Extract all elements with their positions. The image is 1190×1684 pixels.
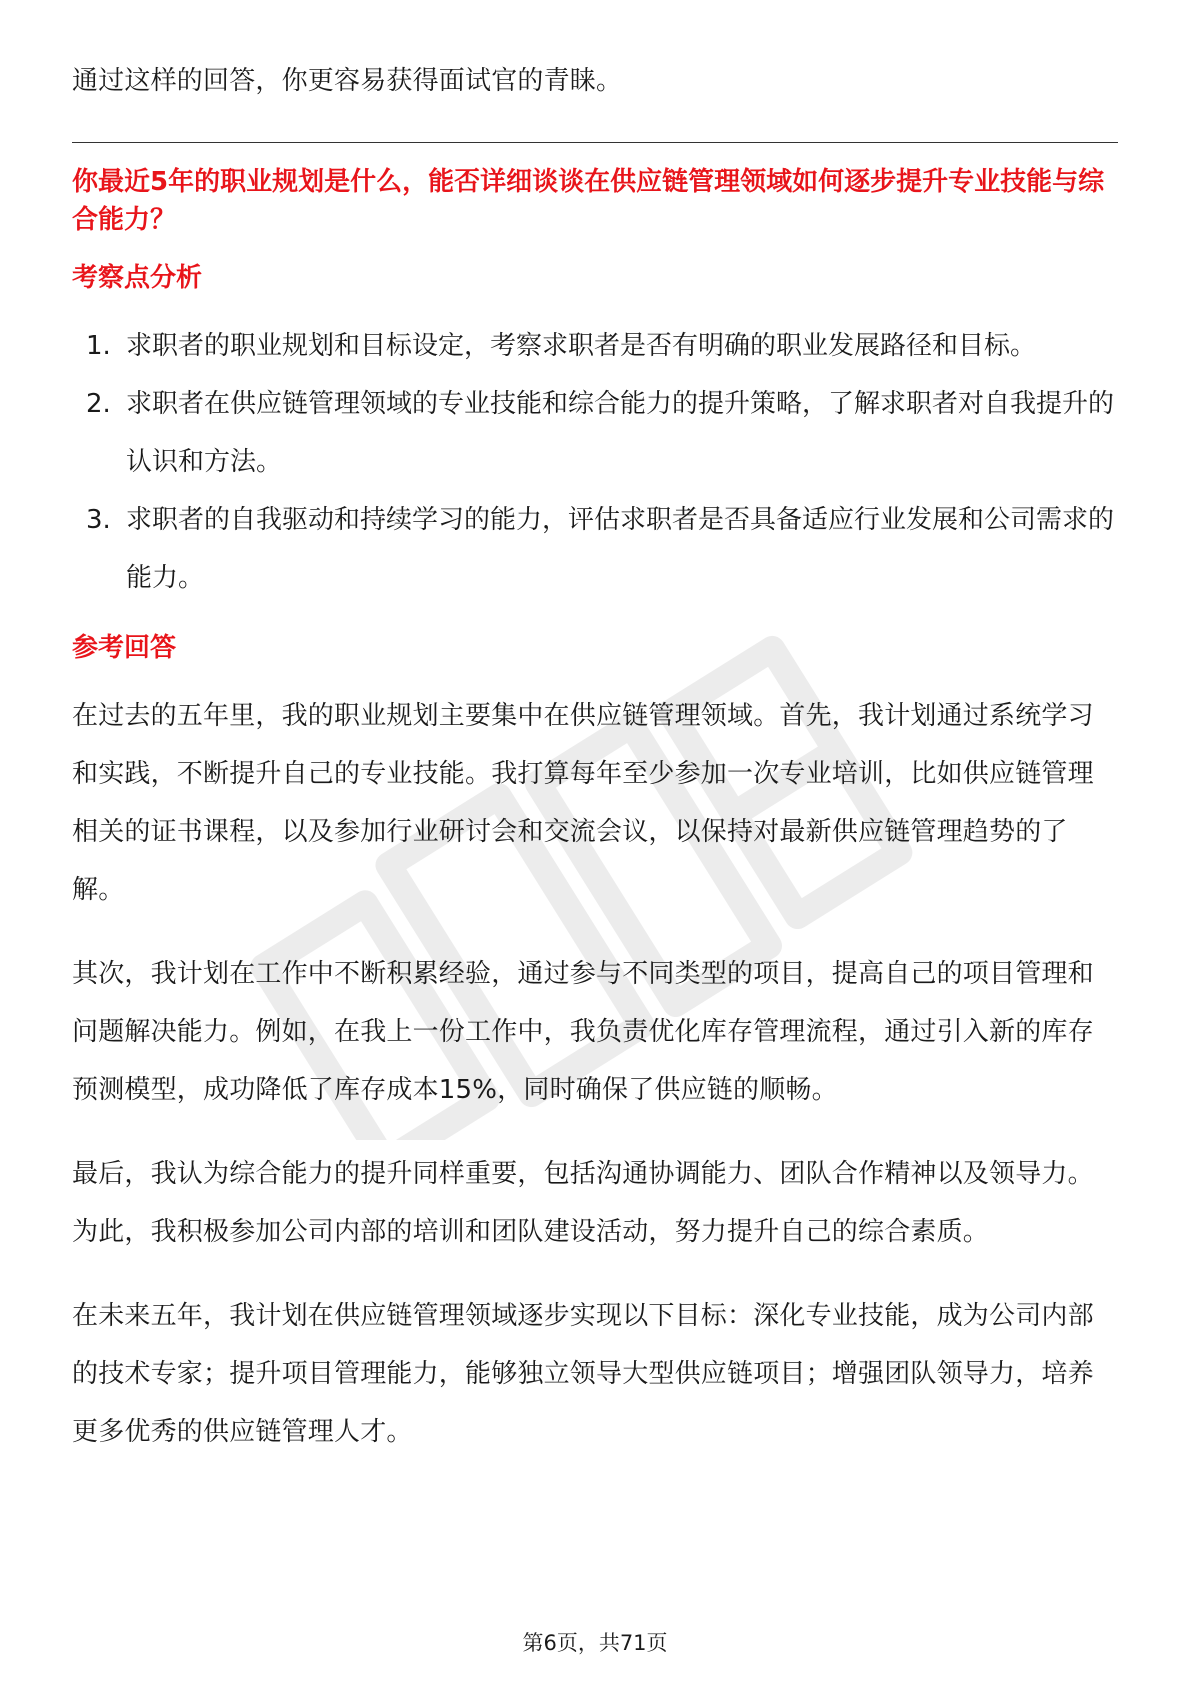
- point-text: 求职者的自我驱动和持续学习的能力，评估求职者是否具备适应行业发展和公司需求的能力。: [126, 505, 1115, 593]
- analysis-title: 考察点分析: [72, 263, 203, 293]
- point-text: 求职者在供应链管理领域的专业技能和综合能力的提升策略，了解求职者对自我提升的认识和方法。: [126, 389, 1115, 477]
- answer-paragraph: 其次，我计划在工作中不断积累经验，通过参与不同类型的项目，提高自己的项目管理和问题解决能力。例如，在我上一份工作中，我负责优化库存管理流程，通过引入新的库存预测模型，成功降低了库存成本15%，同时确保了供应链的顺畅。: [72, 959, 1094, 1105]
- answer-paragraph: 在未来五年，我计划在供应链管理领域逐步实现以下目标：深化专业技能，成为公司内部的技术专家；提升项目管理能力，能够独立领导大型供应链项目；增强团队领导力，培养更多优秀的供应链管理人才。: [72, 1301, 1094, 1447]
- analysis-points: [72, 317, 1118, 607]
- point-number: 2.: [86, 389, 111, 419]
- analysis-point: [72, 317, 1118, 375]
- section-divider: [72, 142, 1118, 143]
- point-number: 3.: [86, 505, 111, 535]
- intro-line: 通过这样的回答，你更容易获得面试官的青睐。: [72, 66, 623, 96]
- reference-answer-title: 参考回答: [72, 633, 177, 663]
- reference-answer: [72, 687, 1118, 1461]
- point-number: 1.: [86, 331, 111, 361]
- page-footer: 第6页，共71页: [522, 1631, 668, 1655]
- answer-paragraph: 在过去的五年里，我的职业规划主要集中在供应链管理领域。首先，我计划通过系统学习和实践，不断提升自己的专业技能。我打算每年至少参加一次专业培训，比如供应链管理相关的证书课程，以及参加行业研讨会和交流会议，以保持对最新供应链管理趋势的了解。: [72, 701, 1094, 905]
- main-content: [72, 52, 1118, 1461]
- interview-question: 你最近5年的职业规划是什么，能否详细谈谈在供应链管理领域如何逐步提升专业技能与综合能力？: [72, 167, 1105, 235]
- analysis-point: [72, 375, 1118, 491]
- point-text: 求职者的职业规划和目标设定，考察求职者是否有明确的职业发展路径和目标。: [126, 331, 1037, 361]
- analysis-point: [72, 491, 1118, 607]
- answer-paragraph: 最后，我认为综合能力的提升同样重要，包括沟通协调能力、团队合作精神以及领导力。为此，我积极参加公司内部的培训和团队建设活动，努力提升自己的综合素质。: [72, 1159, 1094, 1247]
